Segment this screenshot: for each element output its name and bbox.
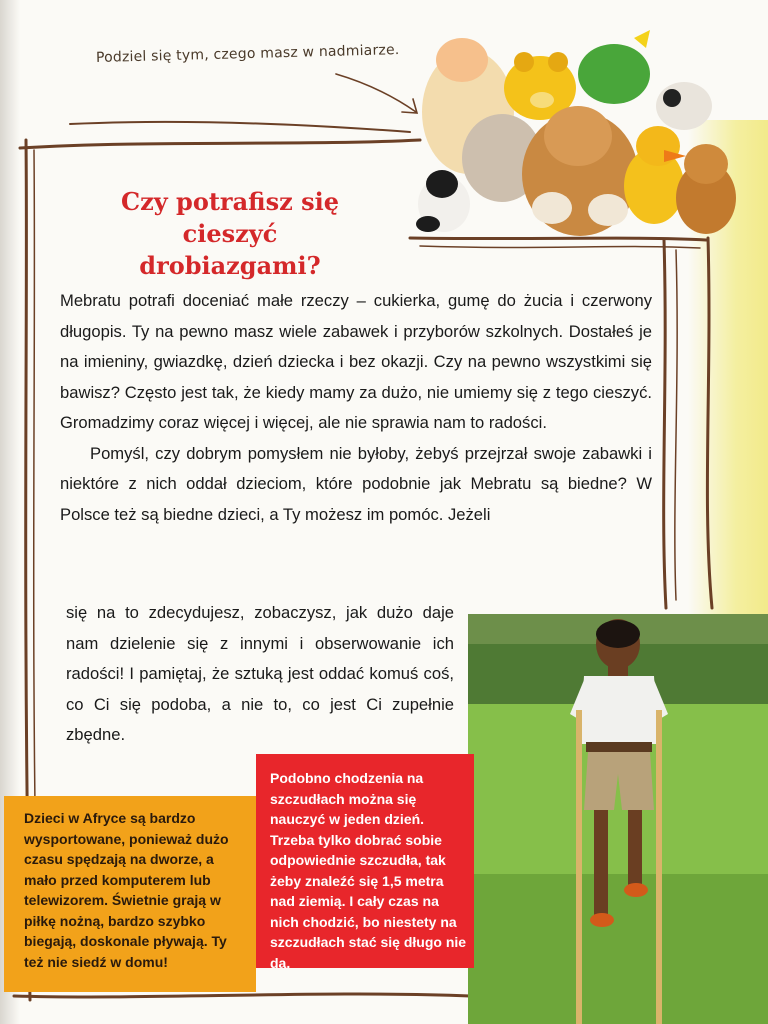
- info-box-red-text: Podobno chodzenia na szczudłach można się nauczyć w jeden dzień. Trzeba tylko dobrać sobie odpowiednie szczudła, tak żeby znaleźć się 1,5 metra nad ziemią. I cały czas na nich chodzić, bo niestety na szczudłach stać się długo nie da.: [270, 770, 467, 971]
- article-title: [80, 186, 380, 282]
- tagline: Podziel się tym, czego masz w nadmiarze.: [95, 42, 400, 66]
- info-box-orange: [4, 796, 256, 992]
- info-box-orange-text: Dzieci w Afryce są bardzo wysportowane, ponieważ dużo czasu spędzają na dworze, a mało przed komputerem lub telewizorem. Świetnie grają w piłkę nożną, bardzo szybko biegają, doskonale pływają. Ty też nie siedź w domu!: [24, 810, 229, 970]
- paragraph-2-part-1: Pomyśl, czy dobrym pomysłem nie byłoby, żebyś przejrzał swoje zabawki i niektóre z nich oddał dzieciom, które podobnie jak Mebratu są biedne? W Polsce też są biedne dzieci, a Ty możesz im pomóc. Jeżeli: [60, 443, 652, 524]
- paragraph-2-part-2: się na to zdecydujesz, zobaczysz, jak dużo daje nam dzielenie się z innymi i obserwowanie ich radości! I pamiętaj, że sztuką jest oddać komuś coś, co Ci się podoba, a nie to, co jest Ci zupełnie zbędne.: [66, 603, 454, 744]
- plush-toys-image: [402, 24, 744, 240]
- boy-on-stilts-photo: [468, 614, 768, 1024]
- info-box-red: [256, 754, 474, 971]
- article-title-line-1: Czy potrafisz się cieszyć: [121, 187, 339, 248]
- article-body: [60, 286, 652, 530]
- paragraph-1: Mebratu potrafi doceniać małe rzeczy – cukierka, gumę do żucia i czerwony długopis. Ty na pewno masz wiele zabawek i przyborów szkolnych. Dostałeś je na imieniny, gwiazdkę, dzień dziecka i bez okazji. Czy na pewno wszystkimi się bawisz? Często jest tak, że kiedy mamy za dużo, nie umiemy się z tego cieszyć. Gromadzimy coraz więcej i więcej, ale nie sprawia nam to radości.: [60, 291, 652, 432]
- photo-illustration: [468, 614, 768, 1024]
- article-title-line-2: drobiazgami?: [139, 251, 321, 280]
